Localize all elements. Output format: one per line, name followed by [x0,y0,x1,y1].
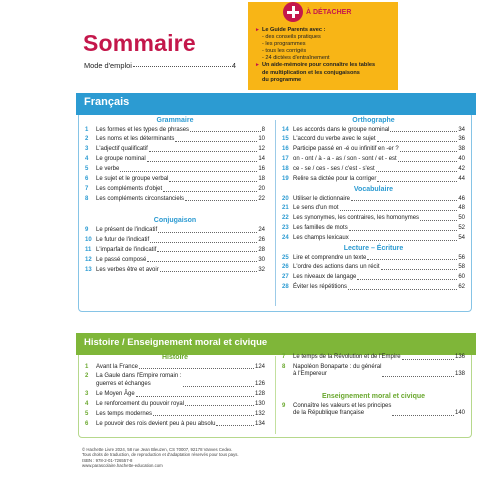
toc-entry[interactable] [282,215,465,223]
detach-sub1: des conseils pratiques [265,34,321,41]
footer-line: © Hachette Livre 2024, 58 rue Jean Bleuzen, CS 70007, 92178 Vanves Cedex. [82,447,233,452]
entry-number: 2 [85,136,89,143]
dot-leader [120,171,257,172]
entry-number: 8 [85,195,89,202]
detach-item2-l2: de multiplication et les conjugaisons [262,69,360,76]
toc-entry[interactable] [282,354,465,362]
entry-title: Avant la France [96,363,138,370]
entry-number: 18 [282,166,289,173]
entry-number: 5 [85,166,89,173]
francais-label: Français [84,96,130,108]
entry-number: 27 [282,274,289,281]
dot-leader [351,200,457,201]
entry-title: Les synonymes, les contraires, les homonymes [293,215,420,222]
dot-leader [190,131,261,132]
dot-leader [150,242,257,243]
entry-page: 18 [258,176,265,183]
toc-entry[interactable] [282,403,465,418]
toc-entry[interactable] [85,411,265,419]
entry-number: 21 [282,205,289,212]
dot-leader [149,151,257,152]
entry-number: 26 [282,264,289,271]
entry-title: Le présent de l'indicatif [96,227,158,234]
dot-leader [392,415,454,416]
entry-title-line: de la République française [293,410,365,417]
entry-page: 10 [258,136,265,143]
entry-page: 134 [254,420,265,427]
copyright-footer [82,447,292,469]
toc-entry[interactable] [85,237,265,245]
entry-page: 128 [254,390,265,397]
mode-label: Mode d'emploi [84,61,132,70]
dot-leader [367,259,457,260]
dot-leader [349,230,458,231]
entry-title: Les formes et les types de phrases [96,126,190,133]
entry-page: 60 [458,274,465,281]
orthographe-list [282,127,465,184]
conjugaison-heading: Conjugaison [153,217,197,225]
toc-entry[interactable] [282,225,465,233]
histoire-left-column [85,354,265,431]
entry-title: Les niveaux de langage [293,274,357,281]
dot-leader [340,210,458,211]
dot-leader [175,141,257,142]
vocabulaire-heading: Vocabulaire [353,185,394,193]
entry-number: 6 [85,176,89,183]
francais-banner [76,93,476,115]
entry-page: 124 [254,363,265,370]
entry-title: Lire et comprendre un texte [293,254,367,261]
entry-number: 12 [85,256,92,263]
entry-number: 11 [85,246,92,253]
entry-title: Le groupe nominal [96,156,146,163]
entry-title: Le sens d'un mot [293,205,339,212]
toc-entry[interactable] [282,255,465,263]
page-title: Sommaire [83,30,196,56]
detach-title: À DÉTACHER [306,9,352,16]
entry-title: Éviter les répétitions [293,284,348,291]
toc-entry[interactable] [282,136,465,144]
entry-title: Les temps modernes [96,410,153,417]
dot-leader [382,376,454,377]
dot-leader [153,415,254,416]
entry-number: 7 [85,185,89,192]
entry-title: Les noms et les déterminants [96,136,175,143]
dot-leader [163,191,257,192]
entry-page: 38 [458,146,465,153]
dot-leader [357,279,457,280]
entry-page: 34 [458,126,465,133]
toc-entry[interactable] [85,401,265,409]
toc-entry[interactable] [282,205,465,213]
entry-title [293,364,381,379]
entry-title: Le pouvoir des rois devient peu à peu absolu [96,420,216,427]
entry-number: 9 [282,402,286,409]
plus-icon [283,2,303,22]
entry-number: 1 [85,126,89,133]
detach-sub4: 24 dictées d'entraînement [265,55,330,62]
entry-page: 14 [258,156,265,163]
entry-page: 132 [254,410,265,417]
entry-number: 9 [85,227,89,234]
toc-entry[interactable] [85,257,265,265]
entry-title: L'accord du verbe avec le sujet [293,136,376,143]
entry-title: Le Moyen Âge [96,390,135,397]
dot-leader [185,200,257,201]
entry-title: ce - se / ces - ses / c'est - s'est [293,166,375,173]
entry-page: 16 [258,166,265,173]
toc-entry[interactable] [85,166,265,174]
entry-page: 40 [458,156,465,163]
dot-leader [381,269,458,270]
entry-page: 30 [258,256,265,263]
entry-title-line: Napoléon Bonaparte : du général [293,363,382,370]
entry-number: 7 [282,354,286,360]
entry-page: 22 [258,195,265,202]
entry-page: 36 [458,136,465,143]
entry-title: Les champs lexicaux [293,235,349,242]
entry-number: 6 [85,420,89,427]
entry-title: Participe passé en -é ou infinitif en -er ? [293,146,399,153]
entry-number: 4 [85,156,89,163]
entry-page: 138 [454,371,465,378]
toc-entry[interactable] [85,136,265,144]
conjugaison-list [85,227,265,274]
toc-entry[interactable] [85,421,265,429]
dot-leader [350,240,458,241]
grammaire-list [85,127,265,204]
entry-page: 24 [258,227,265,234]
entry-page: 20 [258,185,265,192]
toc-entry[interactable] [85,127,265,135]
entry-number: 16 [282,146,289,153]
entry-title-line: La Gaule dans l'Empire romain : [96,373,182,380]
entry-title: Les accords dans le groupe nominal [293,126,390,133]
entry-page: 52 [458,225,465,232]
entry-number: 14 [282,126,289,133]
entry-title: Le verbe [96,166,120,173]
dot-leader [398,161,458,162]
detach-sub3: tous les corrigés [265,48,307,55]
detach-item2-l1: Un aide-mémoire pour connaître les tables [261,62,376,69]
entry-page: 26 [258,236,265,243]
toc-entry[interactable] [85,227,265,235]
dot-leader [377,181,457,182]
entry-page: 130 [254,400,265,407]
mode-page: 4 [231,61,236,70]
entry-number: 3 [85,390,89,397]
entry-title: Le temps de la Révolution et de l'Empire [293,354,401,360]
toc-entry[interactable] [85,391,265,399]
arrow-right-icon: ► [255,62,260,69]
dot-leader [160,271,258,272]
footer-line: www.parascolaire.hachette-education.com [82,463,163,469]
detach-item2-l3: du programme [262,76,302,83]
dot-leader [400,151,458,152]
entry-page: 50 [458,215,465,222]
mode-emploi-entry[interactable] [84,61,236,70]
dot-leader [139,368,254,369]
francais-right-column [282,117,465,294]
entry-page: 48 [458,205,465,212]
entry-number: 17 [282,156,289,163]
entry-title: Le passé composé [96,256,147,263]
entry-title-line: Connaître les valeurs et les principes [293,402,392,409]
toc-entry[interactable] [282,146,465,154]
entry-title: L'imparfait de l'indicatif [96,246,157,253]
dot-leader [348,289,457,290]
vocabulaire-list [282,196,465,243]
entry-number: 20 [282,195,289,202]
entry-number: 5 [85,410,89,417]
entry-page: 126 [254,381,265,388]
entry-number: 8 [282,363,286,370]
toc-entry[interactable] [282,166,465,174]
entry-number: 10 [85,236,92,243]
entry-page: 44 [458,176,465,183]
entry-title: Le sujet et le groupe verbal [96,176,169,183]
entry-number: 24 [282,235,289,242]
entry-number: 28 [282,284,289,291]
entry-title: Les compléments circonstanciels [96,195,185,202]
dot-leader [185,405,254,406]
entry-page: 136 [454,354,465,360]
entry-page: 42 [458,166,465,173]
emc-heading: Enseignement moral et civique [321,393,426,401]
dot-leader [402,359,454,360]
entry-title: L'ordre des actions dans un récit [293,264,380,271]
entry-page: 32 [258,266,265,273]
dot-leader [420,220,457,221]
entry-title [293,403,391,418]
entry-number: 4 [85,400,89,407]
dot-leader [390,131,457,132]
dot-leader [158,232,257,233]
detach-item1-head: Le Guide Parents avec : [261,27,326,33]
toc-entry[interactable] [282,176,465,184]
toc-entry[interactable] [282,127,465,135]
entry-page: 8 [261,126,265,133]
entry-page: 54 [458,235,465,242]
entry-page: 140 [454,410,465,417]
entry-title: Le futur de l'indicatif [96,236,150,243]
entry-page: 56 [458,254,465,261]
histoire-label: Histoire / Enseignement moral et civique [84,337,268,348]
toc-entry[interactable] [282,235,465,243]
entry-title: Utiliser le dictionnaire [293,195,351,202]
dot-leader [147,261,257,262]
entry-title [96,373,182,388]
entry-number: 15 [282,136,289,143]
dot-leader [169,181,257,182]
dot-leader [216,425,254,426]
detach-sub2: les programmes [265,41,306,48]
toc-entry[interactable] [85,146,265,154]
entry-title-line: à l'Empereur [293,371,327,378]
toc-entry[interactable] [282,196,465,204]
entry-title: on - ont / à - a - as / son - sont / et - est [293,156,397,163]
entry-title: Le renforcement du pouvoir royal [96,400,185,407]
column-divider [275,120,276,306]
entry-number: 1 [85,363,89,370]
toc-entry[interactable] [85,186,265,194]
entry-number: 25 [282,254,289,261]
entry-page: 12 [258,146,265,153]
toc-entry[interactable] [85,176,265,184]
entry-title-line: guerres et échanges [96,381,151,388]
entry-title: Relire sa dictée pour la corriger [293,176,377,183]
toc-entry[interactable] [282,264,465,272]
entry-number: 3 [85,146,89,153]
toc-entry[interactable] [282,364,465,379]
entry-page: 28 [258,246,265,253]
entry-title: L'adjectif qualificatif [96,146,148,153]
dot-leader [147,161,258,162]
arrow-right-icon: ► [255,27,260,33]
histoire-right-column [282,354,465,420]
histoire-heading: Histoire [161,354,189,361]
toc-entry[interactable] [85,247,265,255]
francais-left-column [85,117,265,276]
orthographe-heading: Orthographe [352,117,395,124]
toc-entry[interactable] [85,373,265,388]
lecture-list [282,255,465,292]
entry-number: 2 [85,373,89,380]
entry-title: Les familles de mots [293,225,348,232]
toc-entry[interactable] [85,364,265,372]
entry-number: 13 [85,266,92,273]
toc-entry[interactable] [282,274,465,282]
entry-page: 46 [458,195,465,202]
dot-leader [183,386,254,387]
dot-leader [133,66,231,67]
toc-entry[interactable] [85,196,265,204]
footer-line: Tous droits de traduction, de reproduction et d'adaptation réservés pour tous pays. [82,452,239,458]
grammaire-heading: Grammaire [156,117,194,124]
footer-line: ISBN : 978-2-01-726557-8 [82,457,133,463]
entry-title: Les verbes être et avoir [96,266,159,273]
entry-number: 23 [282,225,289,232]
dot-leader [377,141,458,142]
column-divider [275,356,276,434]
entry-number: 22 [282,215,289,222]
entry-number: 19 [282,176,289,183]
entry-page: 58 [458,264,465,271]
dot-leader [157,251,257,252]
toc-entry[interactable] [282,284,465,292]
dot-leader [136,396,254,397]
dot-leader [376,171,458,172]
toc-entry[interactable] [282,156,465,164]
entry-page: 62 [458,284,465,291]
toc-entry[interactable] [85,156,265,164]
detach-body: ► Le Guide Parents avec : - des conseils pratiques - les programmes - tous les corrigés - 24 dictées d'entraînement ► Un aide-mémoire pour connaître les tables de multiplication et les conjugaisons du programme [255,27,395,84]
lecture-heading: Lecture – Écriture [343,244,404,252]
toc-entry[interactable] [85,267,265,275]
entry-title: Les compléments d'objet [96,185,163,192]
